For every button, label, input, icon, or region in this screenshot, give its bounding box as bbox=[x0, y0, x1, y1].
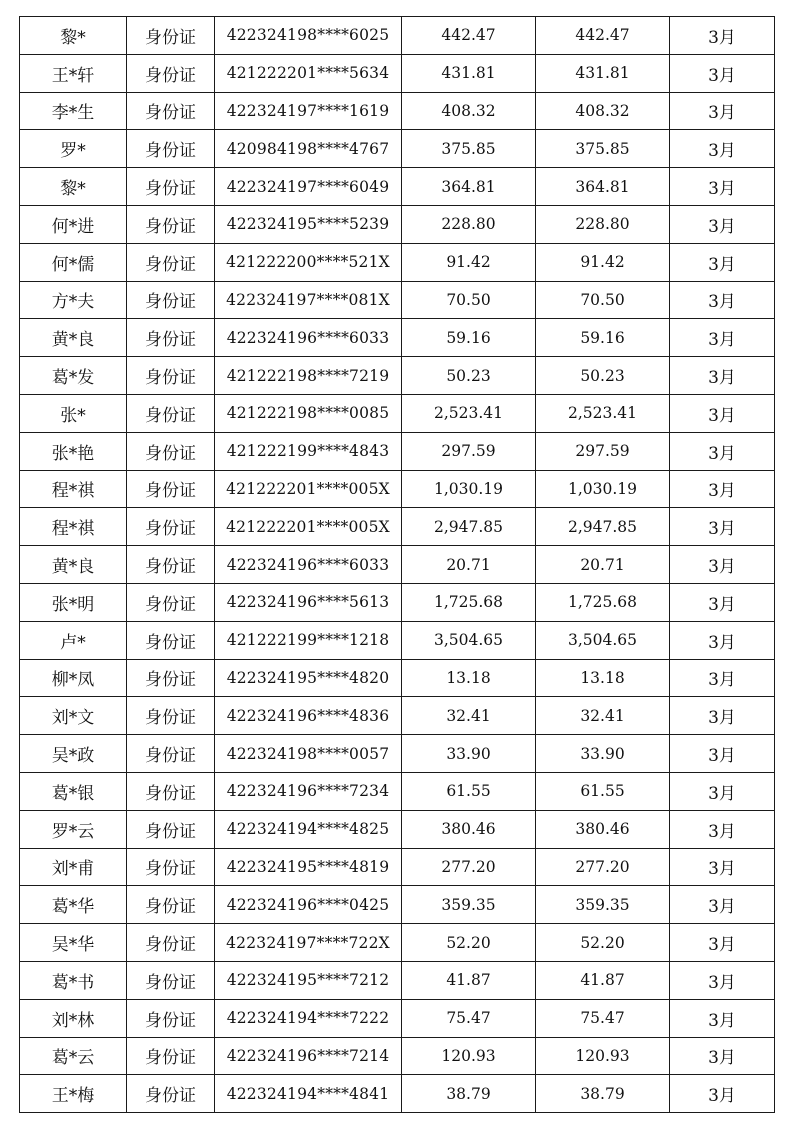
table-row bbox=[20, 470, 775, 508]
name-cell: 李*生 bbox=[20, 92, 127, 130]
name-cell: 张*明 bbox=[20, 583, 127, 621]
amount-cell: 442.47 bbox=[402, 17, 536, 55]
id-type-cell: 身份证 bbox=[127, 205, 215, 243]
id-type-cell: 身份证 bbox=[127, 508, 215, 546]
month-cell: 3月 bbox=[670, 999, 775, 1037]
id-type-cell: 身份证 bbox=[127, 394, 215, 432]
amount-paid-cell: 277.20 bbox=[536, 848, 670, 886]
table-row bbox=[20, 546, 775, 584]
amount-paid-cell: 228.80 bbox=[536, 205, 670, 243]
table-row bbox=[20, 17, 775, 55]
month-cell: 3月 bbox=[670, 205, 775, 243]
table-row bbox=[20, 621, 775, 659]
month-cell: 3月 bbox=[670, 697, 775, 735]
month-cell: 3月 bbox=[670, 432, 775, 470]
id-type-cell: 身份证 bbox=[127, 621, 215, 659]
amount-cell: 38.79 bbox=[402, 1075, 536, 1113]
id-type-cell: 身份证 bbox=[127, 281, 215, 319]
month-cell: 3月 bbox=[670, 546, 775, 584]
amount-paid-cell: 408.32 bbox=[536, 92, 670, 130]
table-row bbox=[20, 243, 775, 281]
id-number-cell: 422324197****722X bbox=[215, 924, 402, 962]
name-cell: 刘*文 bbox=[20, 697, 127, 735]
id-type-cell: 身份证 bbox=[127, 17, 215, 55]
id-number-cell: 422324194****4825 bbox=[215, 810, 402, 848]
id-number-cell: 422324195****5239 bbox=[215, 205, 402, 243]
id-number-cell: 422324196****6033 bbox=[215, 319, 402, 357]
id-number-cell: 421222198****7219 bbox=[215, 357, 402, 395]
month-cell: 3月 bbox=[670, 357, 775, 395]
amount-paid-cell: 20.71 bbox=[536, 546, 670, 584]
name-cell: 葛*书 bbox=[20, 961, 127, 999]
amount-paid-cell: 59.16 bbox=[536, 319, 670, 357]
amount-cell: 380.46 bbox=[402, 810, 536, 848]
amount-paid-cell: 364.81 bbox=[536, 168, 670, 206]
table-row bbox=[20, 659, 775, 697]
month-cell: 3月 bbox=[670, 735, 775, 773]
month-cell: 3月 bbox=[670, 168, 775, 206]
id-number-cell: 421222201****005X bbox=[215, 508, 402, 546]
id-number-cell: 421222201****005X bbox=[215, 470, 402, 508]
amount-cell: 3,504.65 bbox=[402, 621, 536, 659]
name-cell: 何*进 bbox=[20, 205, 127, 243]
name-cell: 程*祺 bbox=[20, 508, 127, 546]
amount-paid-cell: 375.85 bbox=[536, 130, 670, 168]
id-number-cell: 422324195****4819 bbox=[215, 848, 402, 886]
amount-cell: 2,523.41 bbox=[402, 394, 536, 432]
month-cell: 3月 bbox=[670, 1037, 775, 1075]
amount-cell: 50.23 bbox=[402, 357, 536, 395]
amount-cell: 41.87 bbox=[402, 961, 536, 999]
amount-paid-cell: 70.50 bbox=[536, 281, 670, 319]
table-row bbox=[20, 54, 775, 92]
amount-cell: 375.85 bbox=[402, 130, 536, 168]
table-row bbox=[20, 357, 775, 395]
table-row bbox=[20, 205, 775, 243]
amount-cell: 364.81 bbox=[402, 168, 536, 206]
month-cell: 3月 bbox=[670, 394, 775, 432]
table-row bbox=[20, 319, 775, 357]
month-cell: 3月 bbox=[670, 17, 775, 55]
id-number-cell: 422324196****6033 bbox=[215, 546, 402, 584]
month-cell: 3月 bbox=[670, 583, 775, 621]
id-type-cell: 身份证 bbox=[127, 810, 215, 848]
table-row bbox=[20, 961, 775, 999]
table-row bbox=[20, 924, 775, 962]
name-cell: 黎* bbox=[20, 168, 127, 206]
name-cell: 吴*华 bbox=[20, 924, 127, 962]
id-type-cell: 身份证 bbox=[127, 583, 215, 621]
id-type-cell: 身份证 bbox=[127, 130, 215, 168]
id-number-cell: 422324196****7234 bbox=[215, 772, 402, 810]
amount-cell: 120.93 bbox=[402, 1037, 536, 1075]
table-row bbox=[20, 697, 775, 735]
amount-paid-cell: 52.20 bbox=[536, 924, 670, 962]
table-row bbox=[20, 735, 775, 773]
amount-paid-cell: 380.46 bbox=[536, 810, 670, 848]
id-type-cell: 身份证 bbox=[127, 961, 215, 999]
amount-cell: 1,725.68 bbox=[402, 583, 536, 621]
id-type-cell: 身份证 bbox=[127, 1037, 215, 1075]
id-type-cell: 身份证 bbox=[127, 772, 215, 810]
table-row bbox=[20, 130, 775, 168]
name-cell: 卢* bbox=[20, 621, 127, 659]
name-cell: 黎* bbox=[20, 17, 127, 55]
id-number-cell: 422324197****6049 bbox=[215, 168, 402, 206]
amount-paid-cell: 33.90 bbox=[536, 735, 670, 773]
amount-cell: 359.35 bbox=[402, 886, 536, 924]
amount-cell: 1,030.19 bbox=[402, 470, 536, 508]
amount-paid-cell: 1,030.19 bbox=[536, 470, 670, 508]
id-type-cell: 身份证 bbox=[127, 1075, 215, 1113]
id-type-cell: 身份证 bbox=[127, 432, 215, 470]
table-row bbox=[20, 583, 775, 621]
records-table bbox=[19, 16, 775, 1113]
id-type-cell: 身份证 bbox=[127, 470, 215, 508]
month-cell: 3月 bbox=[670, 281, 775, 319]
month-cell: 3月 bbox=[670, 621, 775, 659]
amount-cell: 297.59 bbox=[402, 432, 536, 470]
amount-paid-cell: 41.87 bbox=[536, 961, 670, 999]
id-number-cell: 422324196****0425 bbox=[215, 886, 402, 924]
id-number-cell: 422324195****4820 bbox=[215, 659, 402, 697]
month-cell: 3月 bbox=[670, 961, 775, 999]
amount-cell: 408.32 bbox=[402, 92, 536, 130]
amount-cell: 32.41 bbox=[402, 697, 536, 735]
amount-paid-cell: 3,504.65 bbox=[536, 621, 670, 659]
id-type-cell: 身份证 bbox=[127, 848, 215, 886]
amount-paid-cell: 297.59 bbox=[536, 432, 670, 470]
table-row bbox=[20, 394, 775, 432]
name-cell: 罗* bbox=[20, 130, 127, 168]
month-cell: 3月 bbox=[670, 54, 775, 92]
table-row bbox=[20, 281, 775, 319]
id-type-cell: 身份证 bbox=[127, 924, 215, 962]
table-row bbox=[20, 772, 775, 810]
id-type-cell: 身份证 bbox=[127, 168, 215, 206]
month-cell: 3月 bbox=[670, 470, 775, 508]
name-cell: 吴*政 bbox=[20, 735, 127, 773]
amount-paid-cell: 442.47 bbox=[536, 17, 670, 55]
amount-paid-cell: 120.93 bbox=[536, 1037, 670, 1075]
month-cell: 3月 bbox=[670, 848, 775, 886]
id-type-cell: 身份证 bbox=[127, 697, 215, 735]
amount-paid-cell: 50.23 bbox=[536, 357, 670, 395]
name-cell: 罗*云 bbox=[20, 810, 127, 848]
name-cell: 程*祺 bbox=[20, 470, 127, 508]
id-number-cell: 422324196****5613 bbox=[215, 583, 402, 621]
amount-cell: 13.18 bbox=[402, 659, 536, 697]
id-type-cell: 身份证 bbox=[127, 546, 215, 584]
table-row bbox=[20, 92, 775, 130]
name-cell: 刘*甫 bbox=[20, 848, 127, 886]
id-number-cell: 422324194****4841 bbox=[215, 1075, 402, 1113]
month-cell: 3月 bbox=[670, 319, 775, 357]
table-row bbox=[20, 432, 775, 470]
id-type-cell: 身份证 bbox=[127, 243, 215, 281]
table-row bbox=[20, 810, 775, 848]
month-cell: 3月 bbox=[670, 92, 775, 130]
id-number-cell: 420984198****4767 bbox=[215, 130, 402, 168]
id-number-cell: 422324194****7222 bbox=[215, 999, 402, 1037]
records-table-body bbox=[20, 17, 775, 1113]
month-cell: 3月 bbox=[670, 886, 775, 924]
amount-cell: 2,947.85 bbox=[402, 508, 536, 546]
id-number-cell: 421222201****5634 bbox=[215, 54, 402, 92]
amount-paid-cell: 75.47 bbox=[536, 999, 670, 1037]
name-cell: 葛*华 bbox=[20, 886, 127, 924]
name-cell: 葛*云 bbox=[20, 1037, 127, 1075]
amount-paid-cell: 2,947.85 bbox=[536, 508, 670, 546]
table-row bbox=[20, 168, 775, 206]
amount-cell: 91.42 bbox=[402, 243, 536, 281]
amount-cell: 75.47 bbox=[402, 999, 536, 1037]
amount-cell: 228.80 bbox=[402, 205, 536, 243]
id-type-cell: 身份证 bbox=[127, 659, 215, 697]
id-number-cell: 421222199****1218 bbox=[215, 621, 402, 659]
id-number-cell: 422324197****081X bbox=[215, 281, 402, 319]
id-number-cell: 421222200****521X bbox=[215, 243, 402, 281]
amount-paid-cell: 61.55 bbox=[536, 772, 670, 810]
amount-cell: 61.55 bbox=[402, 772, 536, 810]
table-row bbox=[20, 999, 775, 1037]
name-cell: 葛*发 bbox=[20, 357, 127, 395]
month-cell: 3月 bbox=[670, 924, 775, 962]
id-type-cell: 身份证 bbox=[127, 735, 215, 773]
name-cell: 张*艳 bbox=[20, 432, 127, 470]
amount-cell: 431.81 bbox=[402, 54, 536, 92]
id-type-cell: 身份证 bbox=[127, 886, 215, 924]
month-cell: 3月 bbox=[670, 659, 775, 697]
amount-cell: 277.20 bbox=[402, 848, 536, 886]
name-cell: 王*梅 bbox=[20, 1075, 127, 1113]
table-row bbox=[20, 508, 775, 546]
id-type-cell: 身份证 bbox=[127, 54, 215, 92]
amount-paid-cell: 359.35 bbox=[536, 886, 670, 924]
name-cell: 张* bbox=[20, 394, 127, 432]
month-cell: 3月 bbox=[670, 130, 775, 168]
amount-paid-cell: 32.41 bbox=[536, 697, 670, 735]
month-cell: 3月 bbox=[670, 1075, 775, 1113]
table-row bbox=[20, 848, 775, 886]
name-cell: 柳*凤 bbox=[20, 659, 127, 697]
id-number-cell: 422324196****4836 bbox=[215, 697, 402, 735]
month-cell: 3月 bbox=[670, 508, 775, 546]
amount-paid-cell: 38.79 bbox=[536, 1075, 670, 1113]
month-cell: 3月 bbox=[670, 243, 775, 281]
id-number-cell: 422324195****7212 bbox=[215, 961, 402, 999]
id-number-cell: 422324196****7214 bbox=[215, 1037, 402, 1075]
id-type-cell: 身份证 bbox=[127, 92, 215, 130]
id-number-cell: 422324198****0057 bbox=[215, 735, 402, 773]
month-cell: 3月 bbox=[670, 772, 775, 810]
id-type-cell: 身份证 bbox=[127, 999, 215, 1037]
amount-cell: 20.71 bbox=[402, 546, 536, 584]
amount-paid-cell: 2,523.41 bbox=[536, 394, 670, 432]
table-row bbox=[20, 1075, 775, 1113]
name-cell: 黄*良 bbox=[20, 319, 127, 357]
name-cell: 方*夫 bbox=[20, 281, 127, 319]
amount-cell: 52.20 bbox=[402, 924, 536, 962]
table-row bbox=[20, 886, 775, 924]
amount-cell: 59.16 bbox=[402, 319, 536, 357]
id-number-cell: 421222198****0085 bbox=[215, 394, 402, 432]
amount-cell: 33.90 bbox=[402, 735, 536, 773]
id-type-cell: 身份证 bbox=[127, 357, 215, 395]
amount-paid-cell: 91.42 bbox=[536, 243, 670, 281]
name-cell: 葛*银 bbox=[20, 772, 127, 810]
name-cell: 王*轩 bbox=[20, 54, 127, 92]
id-type-cell: 身份证 bbox=[127, 319, 215, 357]
month-cell: 3月 bbox=[670, 810, 775, 848]
amount-paid-cell: 13.18 bbox=[536, 659, 670, 697]
name-cell: 何*儒 bbox=[20, 243, 127, 281]
amount-cell: 70.50 bbox=[402, 281, 536, 319]
id-number-cell: 421222199****4843 bbox=[215, 432, 402, 470]
name-cell: 黄*良 bbox=[20, 546, 127, 584]
amount-paid-cell: 1,725.68 bbox=[536, 583, 670, 621]
table-row bbox=[20, 1037, 775, 1075]
id-number-cell: 422324198****6025 bbox=[215, 17, 402, 55]
amount-paid-cell: 431.81 bbox=[536, 54, 670, 92]
id-number-cell: 422324197****1619 bbox=[215, 92, 402, 130]
name-cell: 刘*林 bbox=[20, 999, 127, 1037]
